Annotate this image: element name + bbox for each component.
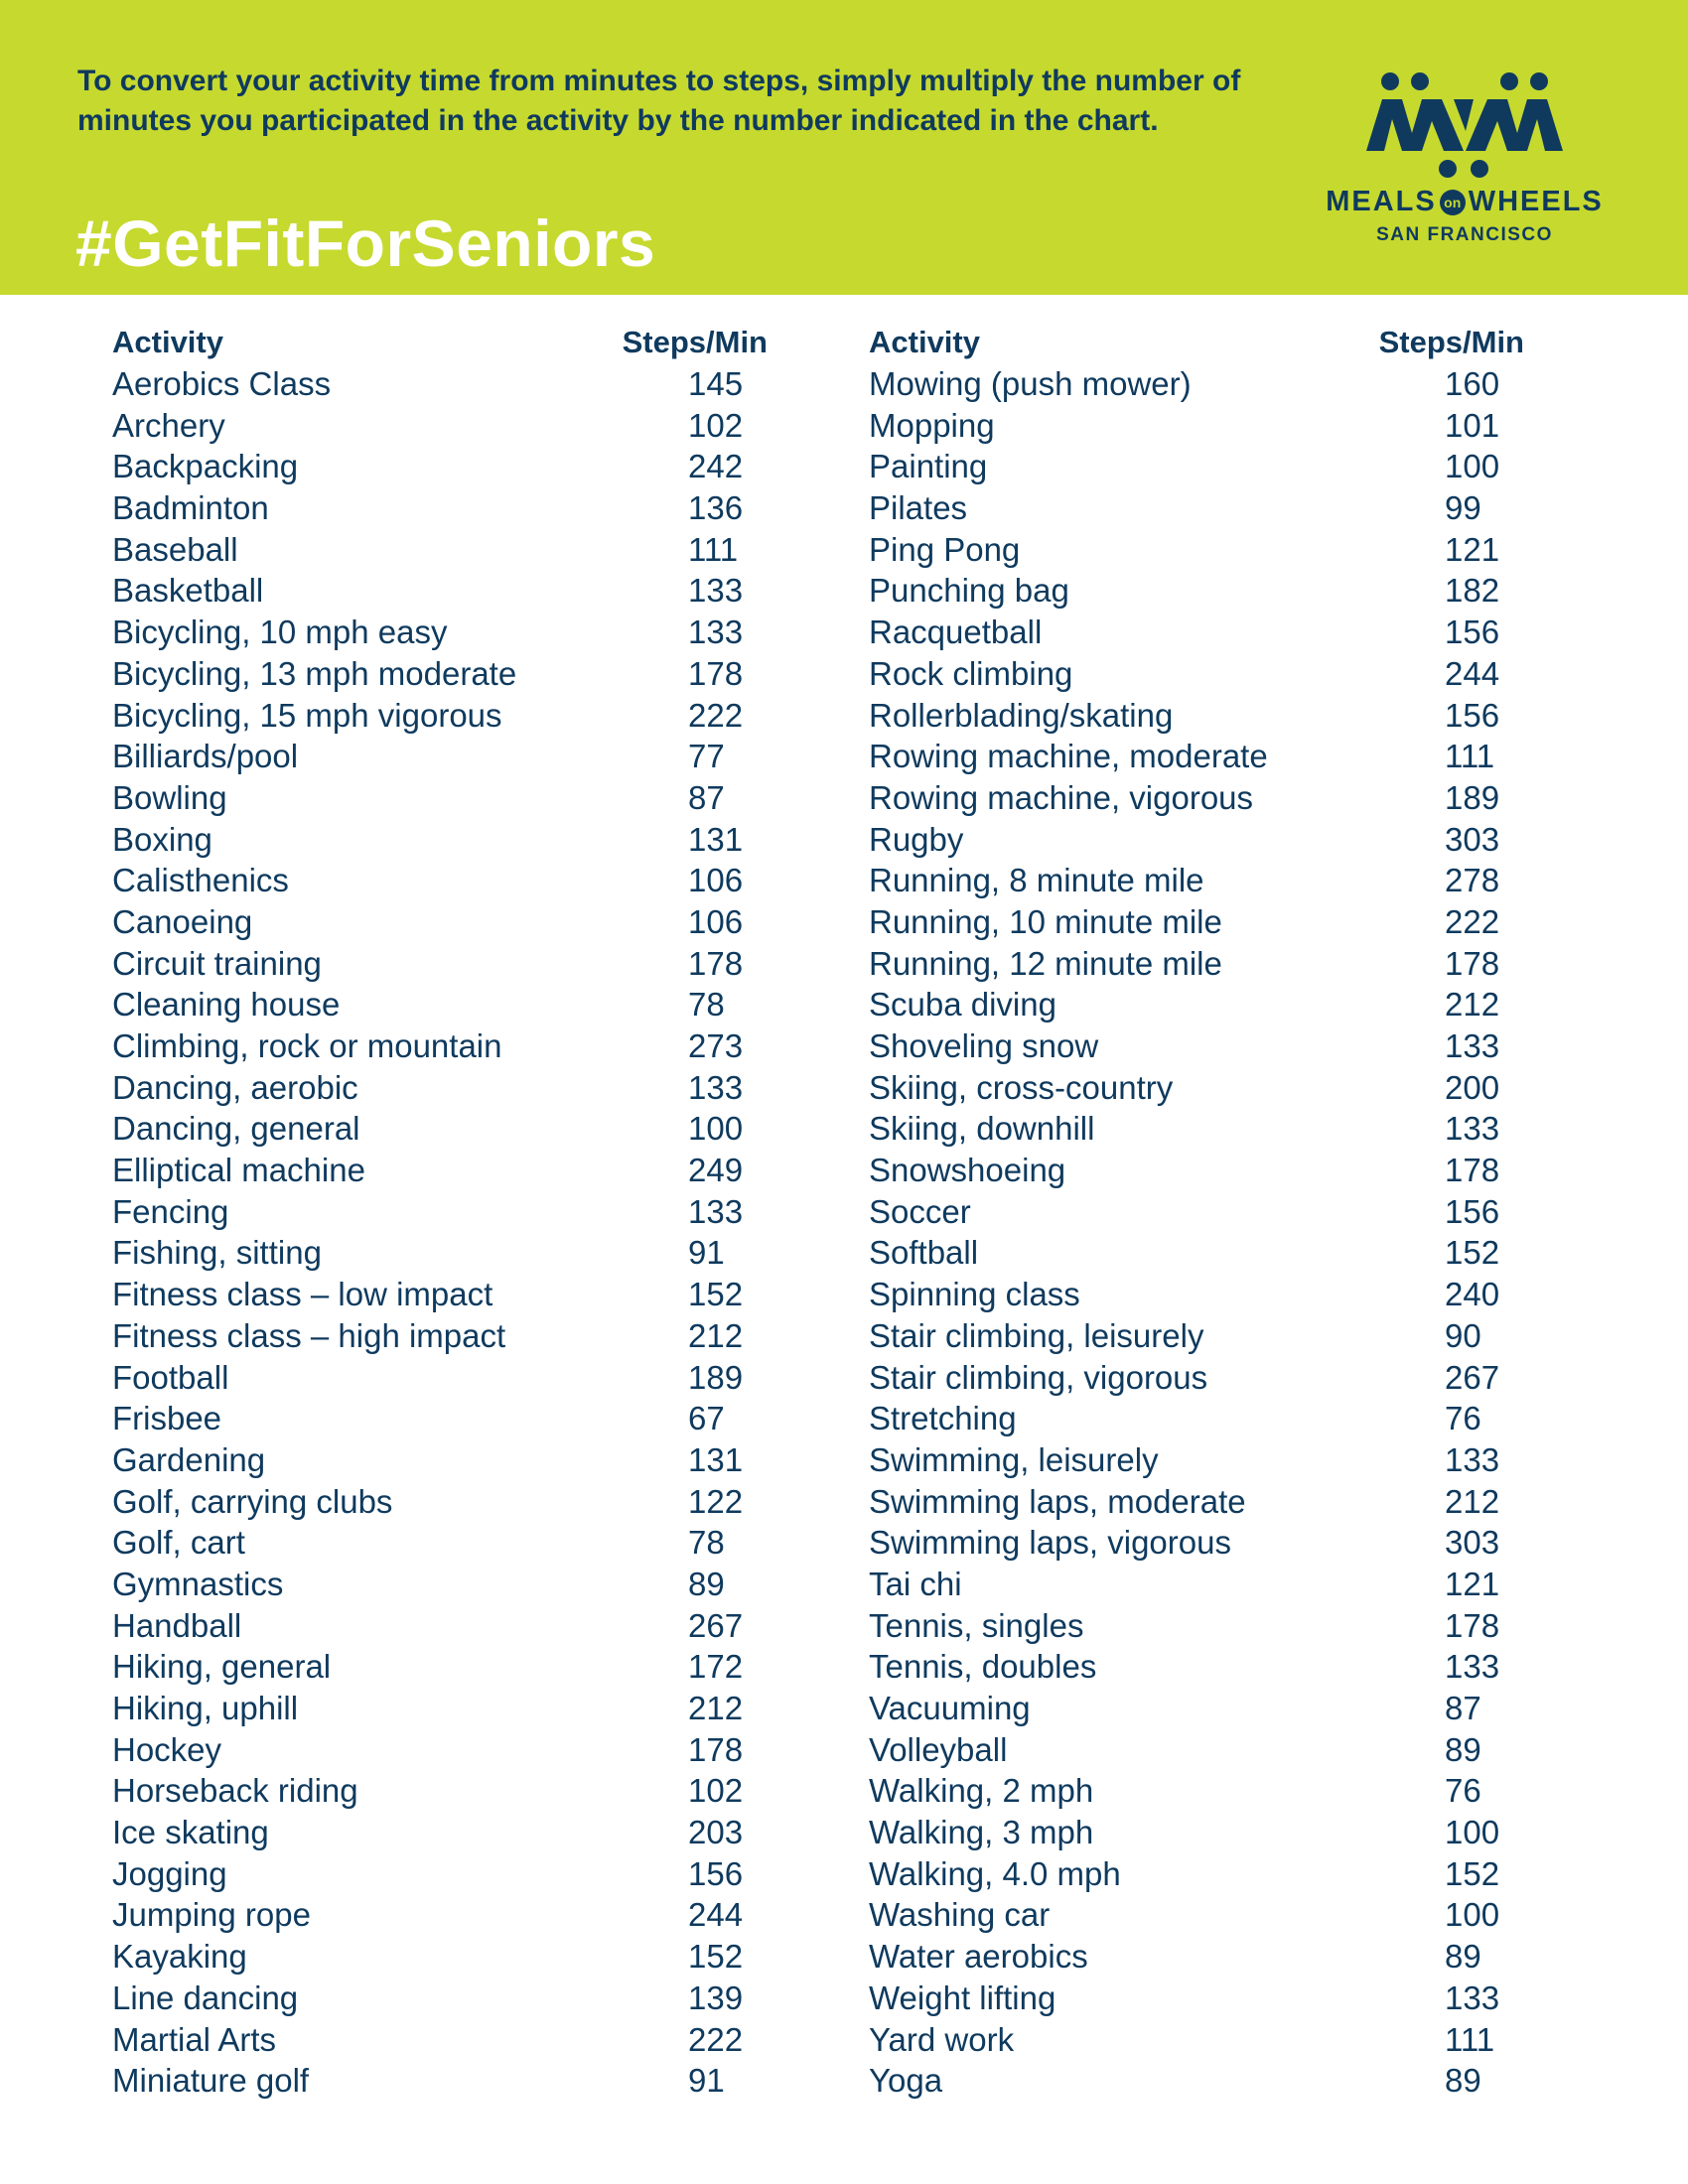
- activity-name: Rugby: [869, 820, 964, 858]
- activity-name: Baseball: [112, 530, 238, 568]
- table-row: [112, 2060, 768, 2102]
- activity-name: Kayaking: [112, 1938, 247, 1976]
- activity-name: Swimming, leisurely: [869, 1440, 1159, 1478]
- steps-per-minute: 100: [1445, 1814, 1500, 1851]
- steps-per-minute: 89: [1445, 1938, 1481, 1976]
- steps-per-minute: 222: [688, 696, 744, 734]
- table-row: [112, 695, 768, 737]
- table-row: [112, 1315, 768, 1357]
- activity-name: Scuba diving: [869, 986, 1056, 1024]
- table-row: [112, 1853, 768, 1895]
- steps-per-minute: 222: [1445, 902, 1500, 940]
- table-row: [869, 1812, 1524, 1853]
- activity-name: Horseback riding: [112, 1772, 358, 1810]
- activity-name: Rowing machine, vigorous: [869, 778, 1254, 816]
- activity-name: Tennis, doubles: [869, 1648, 1097, 1686]
- steps-per-minute: 91: [688, 1234, 725, 1272]
- activity-name: Hiking, general: [112, 1648, 332, 1686]
- activity-name: Volleyball: [869, 1730, 1008, 1768]
- activity-name: Bicycling, 15 mph vigorous: [112, 696, 502, 734]
- activity-name: Swimming laps, moderate: [869, 1482, 1246, 1520]
- activity-name: Weight lifting: [869, 1979, 1056, 2016]
- activity-name: Rowing machine, moderate: [869, 738, 1268, 775]
- steps-per-minute: 111: [1445, 2020, 1495, 2058]
- steps-per-minute: 212: [1445, 1482, 1500, 1520]
- activity-name: Calisthenics: [112, 862, 289, 899]
- table-row: [869, 1025, 1524, 1067]
- steps-per-minute: 133: [688, 1192, 744, 1230]
- steps-per-minute: 178: [1445, 1606, 1500, 1644]
- activity-name: Rollerblading/skating: [869, 696, 1174, 734]
- steps-per-minute: 78: [688, 1524, 725, 1562]
- steps-per-minute: 133: [1445, 1027, 1500, 1064]
- table-row: [869, 777, 1524, 819]
- table-header: [112, 322, 768, 363]
- steps-per-minute: 89: [1445, 2062, 1481, 2100]
- table-row: [869, 1481, 1524, 1523]
- activity-name: Fitness class – low impact: [112, 1276, 493, 1313]
- table-row: [112, 901, 768, 943]
- table-row: [112, 653, 768, 695]
- steps-per-minute: 76: [1445, 1400, 1481, 1437]
- table-row: [869, 529, 1524, 571]
- activity-name: Vacuuming: [869, 1690, 1031, 1726]
- steps-per-minute: 133: [1445, 1110, 1500, 1148]
- steps-per-minute: 99: [1445, 489, 1481, 527]
- column-header-steps: Steps/Min: [622, 325, 768, 359]
- table-row: [112, 1605, 768, 1647]
- activity-name: Stretching: [869, 1400, 1017, 1437]
- table-row: [869, 943, 1524, 985]
- table-row: [112, 1398, 768, 1439]
- logo-wordmark: [1301, 185, 1628, 218]
- steps-per-minute: 160: [1445, 365, 1500, 402]
- steps-per-minute: 152: [1445, 1854, 1500, 1892]
- steps-per-minute: 106: [688, 862, 744, 899]
- table-row: [869, 570, 1524, 612]
- table-row: [869, 1315, 1524, 1357]
- activity-name: Canoeing: [112, 902, 253, 940]
- steps-per-minute: 200: [1445, 1068, 1500, 1106]
- steps-per-minute: 131: [688, 820, 744, 858]
- table-row: [869, 1522, 1524, 1564]
- steps-per-minute: 78: [688, 986, 725, 1024]
- table-row: [112, 1936, 768, 1978]
- logo-word-on: on: [1440, 190, 1466, 215]
- steps-per-minute: 89: [1445, 1730, 1481, 1768]
- activity-name: Ice skating: [112, 1814, 269, 1851]
- steps-per-minute: 133: [688, 1068, 744, 1106]
- steps-per-minute: 273: [688, 1027, 744, 1064]
- activity-name: Snowshoeing: [869, 1152, 1066, 1189]
- activity-name: Line dancing: [112, 1979, 299, 2016]
- steps-per-minute: 87: [1445, 1690, 1481, 1726]
- steps-per-minute: 156: [1445, 614, 1500, 651]
- steps-per-minute: 131: [688, 1440, 744, 1478]
- table-row: [112, 1150, 768, 1191]
- table-row: [869, 1936, 1524, 1978]
- table-row: [112, 446, 768, 487]
- steps-per-minute: 189: [1445, 778, 1500, 816]
- steps-per-minute: 212: [688, 1690, 744, 1726]
- activity-name: Skiing, downhill: [869, 1110, 1095, 1148]
- steps-per-minute: 122: [688, 1482, 744, 1520]
- steps-per-minute: 156: [688, 1854, 744, 1892]
- logo-word-wheels: WHEELS: [1468, 186, 1604, 217]
- activity-name: Miniature golf: [112, 2062, 310, 2100]
- activity-name: Softball: [869, 1234, 979, 1272]
- table-row: [112, 1812, 768, 1853]
- table-row: [112, 405, 768, 447]
- steps-per-minute: 102: [688, 406, 744, 444]
- activity-name: Jogging: [112, 1854, 227, 1892]
- activity-name: Football: [112, 1358, 229, 1396]
- steps-per-minute: 178: [688, 944, 744, 982]
- activity-name: Stair climbing, vigorous: [869, 1358, 1208, 1396]
- activity-name: Punching bag: [869, 572, 1069, 610]
- table-row: [112, 487, 768, 529]
- activity-name: Jumping rope: [112, 1896, 311, 1934]
- activity-name: Ping Pong: [869, 530, 1021, 568]
- activity-name: Hockey: [112, 1730, 222, 1768]
- activity-name: Fitness class – high impact: [112, 1316, 506, 1354]
- table-row: [869, 1274, 1524, 1315]
- table-row: [869, 1357, 1524, 1399]
- activity-name: Fencing: [112, 1192, 229, 1230]
- table-row: [112, 1274, 768, 1315]
- table-row: [869, 446, 1524, 487]
- activity-name: Backpacking: [112, 448, 299, 485]
- activity-name: Running, 10 minute mile: [869, 902, 1222, 940]
- logo: [1301, 62, 1628, 250]
- table-row: [869, 1232, 1524, 1274]
- steps-per-minute: 267: [1445, 1358, 1500, 1396]
- steps-per-minute: 102: [688, 1772, 744, 1810]
- steps-per-minute: 240: [1445, 1276, 1500, 1313]
- activity-name: Bicycling, 13 mph moderate: [112, 654, 517, 692]
- steps-per-minute: 100: [1445, 448, 1500, 485]
- table-row: [112, 736, 768, 777]
- activity-name: Stair climbing, leisurely: [869, 1316, 1204, 1354]
- activity-name: Shoveling snow: [869, 1027, 1099, 1064]
- activity-table-right: [869, 322, 1524, 2102]
- table-row: [869, 1729, 1524, 1771]
- steps-per-minute: 152: [1445, 1234, 1500, 1272]
- table-body: [112, 363, 768, 2102]
- table-row: [112, 860, 768, 901]
- table-row: [112, 1191, 768, 1233]
- table-row: [869, 405, 1524, 447]
- steps-per-minute: 76: [1445, 1772, 1481, 1810]
- steps-per-minute: 139: [688, 1979, 744, 2016]
- table-row: [869, 1770, 1524, 1812]
- steps-per-minute: 133: [688, 572, 744, 610]
- table-row: [112, 1108, 768, 1150]
- activity-name: Mowing (push mower): [869, 365, 1192, 402]
- activity-name: Elliptical machine: [112, 1152, 365, 1189]
- table-row: [112, 2019, 768, 2061]
- table-row: [112, 1770, 768, 1812]
- column-header-activity: Activity: [112, 325, 223, 359]
- table-row: [869, 1191, 1524, 1233]
- steps-per-minute: 77: [688, 738, 725, 775]
- steps-per-minute: 145: [688, 365, 744, 402]
- table-row: [112, 819, 768, 861]
- activity-name: Fishing, sitting: [112, 1234, 322, 1272]
- table-row: [112, 1688, 768, 1729]
- activity-name: Handball: [112, 1606, 242, 1644]
- steps-per-minute: 203: [688, 1814, 744, 1851]
- table-row: [869, 1688, 1524, 1729]
- steps-per-minute: 249: [688, 1152, 744, 1189]
- table-row: [112, 1564, 768, 1605]
- table-row: [112, 529, 768, 571]
- activity-name: Skiing, cross-country: [869, 1068, 1174, 1106]
- steps-per-minute: 90: [1445, 1316, 1481, 1354]
- activity-name: Martial Arts: [112, 2020, 277, 2058]
- activity-name: Tennis, singles: [869, 1606, 1084, 1644]
- steps-per-minute: 152: [688, 1938, 744, 1976]
- steps-per-minute: 89: [688, 1565, 725, 1602]
- hashtag-title: #GetFitForSeniors: [75, 206, 656, 280]
- steps-per-minute: 178: [688, 1730, 744, 1768]
- table-row: [112, 1729, 768, 1771]
- steps-per-minute: 133: [1445, 1979, 1500, 2016]
- steps-per-minute: 182: [1445, 572, 1500, 610]
- steps-per-minute: 100: [1445, 1896, 1500, 1934]
- steps-per-minute: 244: [1445, 654, 1500, 692]
- steps-per-minute: 178: [688, 654, 744, 692]
- activity-name: Running, 8 minute mile: [869, 862, 1204, 899]
- activity-name: Spinning class: [869, 1276, 1080, 1313]
- table-row: [869, 901, 1524, 943]
- steps-per-minute: 178: [1445, 944, 1500, 982]
- table-row: [869, 1646, 1524, 1688]
- table-row: [112, 570, 768, 612]
- activity-name: Gymnastics: [112, 1565, 284, 1602]
- steps-per-minute: 100: [688, 1110, 744, 1148]
- table-body: [869, 363, 1524, 2102]
- activity-name: Tai chi: [869, 1565, 962, 1602]
- table-row: [869, 695, 1524, 737]
- steps-per-minute: 121: [1445, 530, 1500, 568]
- table-row: [869, 2060, 1524, 2102]
- table-row: [869, 363, 1524, 405]
- table-row: [112, 1439, 768, 1481]
- activity-name: Dancing, general: [112, 1110, 360, 1148]
- table-row: [869, 736, 1524, 777]
- activity-name: Pilates: [869, 489, 968, 527]
- steps-per-minute: 111: [1445, 738, 1495, 775]
- activity-name: Golf, cart: [112, 1524, 245, 1562]
- activity-name: Painting: [869, 448, 988, 485]
- steps-per-minute: 244: [688, 1896, 744, 1934]
- steps-per-minute: 87: [688, 778, 725, 816]
- steps-per-minute: 111: [688, 530, 739, 568]
- activity-name: Swimming laps, vigorous: [869, 1524, 1231, 1562]
- activity-name: Running, 12 minute mile: [869, 944, 1222, 982]
- steps-per-minute: 101: [1445, 406, 1500, 444]
- steps-per-minute: 133: [688, 614, 744, 651]
- activity-name: Circuit training: [112, 944, 322, 982]
- table-row: [869, 1439, 1524, 1481]
- column-header-steps: Steps/Min: [1378, 325, 1524, 359]
- steps-per-minute: 303: [1445, 1524, 1500, 1562]
- table-row: [869, 819, 1524, 861]
- activity-name: Washing car: [869, 1896, 1051, 1934]
- logo-word-meals: MEALS: [1326, 186, 1437, 217]
- activity-name: Hiking, uphill: [112, 1690, 299, 1726]
- table-row: [112, 612, 768, 653]
- activity-name: Billiards/pool: [112, 738, 299, 775]
- table-row: [112, 363, 768, 405]
- table-row: [869, 612, 1524, 653]
- activity-name: Walking, 3 mph: [869, 1814, 1094, 1851]
- activity-name: Golf, carrying clubs: [112, 1482, 393, 1520]
- table-row: [869, 1398, 1524, 1439]
- steps-per-minute: 91: [688, 2062, 725, 2100]
- steps-per-minute: 278: [1445, 862, 1500, 899]
- activity-name: Mopping: [869, 406, 995, 444]
- steps-per-minute: 156: [1445, 1192, 1500, 1230]
- steps-per-minute: 136: [688, 489, 744, 527]
- table-header: [869, 322, 1524, 363]
- table-row: [112, 1067, 768, 1109]
- activity-name: Yoga: [869, 2062, 943, 2100]
- activity-name: Gardening: [112, 1440, 266, 1478]
- meals-on-wheels-figures-icon: [1362, 71, 1567, 179]
- activity-name: Bowling: [112, 778, 227, 816]
- activity-name: Yard work: [869, 2020, 1015, 2058]
- table-row: [112, 777, 768, 819]
- steps-per-minute: 178: [1445, 1152, 1500, 1189]
- steps-per-minute: 121: [1445, 1565, 1500, 1602]
- table-row: [112, 1025, 768, 1067]
- steps-per-minute: 156: [1445, 696, 1500, 734]
- header-banner: [0, 0, 1688, 295]
- table-row: [869, 984, 1524, 1025]
- activity-name: Rock climbing: [869, 654, 1073, 692]
- activity-name: Badminton: [112, 489, 269, 527]
- steps-per-minute: 67: [688, 1400, 725, 1437]
- activity-name: Walking, 2 mph: [869, 1772, 1094, 1810]
- activity-name: Dancing, aerobic: [112, 1068, 358, 1106]
- intro-text: To convert your activity time from minutes to steps, simply multiply the number of minutes you participated in the activity by the number indicated in the chart.: [77, 65, 1241, 137]
- table-row: [112, 1232, 768, 1274]
- table-row: [869, 1108, 1524, 1150]
- steps-per-minute: 222: [688, 2020, 744, 2058]
- table-row: [869, 1564, 1524, 1605]
- table-row: [869, 1894, 1524, 1936]
- activity-name: Boxing: [112, 820, 212, 858]
- table-row: [112, 984, 768, 1025]
- activity-table-left: [112, 322, 768, 2102]
- table-row: [869, 2019, 1524, 2061]
- activity-name: Water aerobics: [869, 1938, 1088, 1976]
- table-row: [869, 1978, 1524, 2019]
- logo-city: SAN FRANCISCO: [1376, 224, 1553, 245]
- table-row: [869, 1067, 1524, 1109]
- activity-name: Soccer: [869, 1192, 971, 1230]
- steps-per-minute: 152: [688, 1276, 744, 1313]
- table-row: [869, 1605, 1524, 1647]
- column-header-activity: Activity: [869, 325, 980, 359]
- activity-name: Cleaning house: [112, 986, 341, 1024]
- activity-name: Walking, 4.0 mph: [869, 1854, 1121, 1892]
- steps-per-minute: 212: [1445, 986, 1500, 1024]
- activity-name: Bicycling, 10 mph easy: [112, 614, 448, 651]
- activity-name: Archery: [112, 406, 225, 444]
- table-row: [112, 943, 768, 985]
- table-row: [869, 860, 1524, 901]
- steps-per-minute: 106: [688, 902, 744, 940]
- steps-per-minute: 212: [688, 1316, 744, 1354]
- table-row: [112, 1978, 768, 2019]
- table-row: [869, 1853, 1524, 1895]
- table-row: [112, 1646, 768, 1688]
- table-row: [112, 1481, 768, 1523]
- activity-name: Racquetball: [869, 614, 1043, 651]
- activity-name: Aerobics Class: [112, 365, 332, 402]
- table-row: [869, 653, 1524, 695]
- table-row: [112, 1357, 768, 1399]
- activity-name: Basketball: [112, 572, 264, 610]
- steps-per-minute: 189: [688, 1358, 744, 1396]
- table-row: [112, 1894, 768, 1936]
- activity-name: Climbing, rock or mountain: [112, 1027, 502, 1064]
- table-row: [869, 1150, 1524, 1191]
- table-row: [112, 1522, 768, 1564]
- activity-name: Frisbee: [112, 1400, 222, 1437]
- steps-per-minute: 242: [688, 448, 744, 485]
- steps-per-minute: 303: [1445, 820, 1500, 858]
- table-row: [869, 487, 1524, 529]
- steps-per-minute: 172: [688, 1648, 744, 1686]
- steps-per-minute: 133: [1445, 1648, 1500, 1686]
- steps-per-minute: 133: [1445, 1440, 1500, 1478]
- steps-per-minute: 267: [688, 1606, 744, 1644]
